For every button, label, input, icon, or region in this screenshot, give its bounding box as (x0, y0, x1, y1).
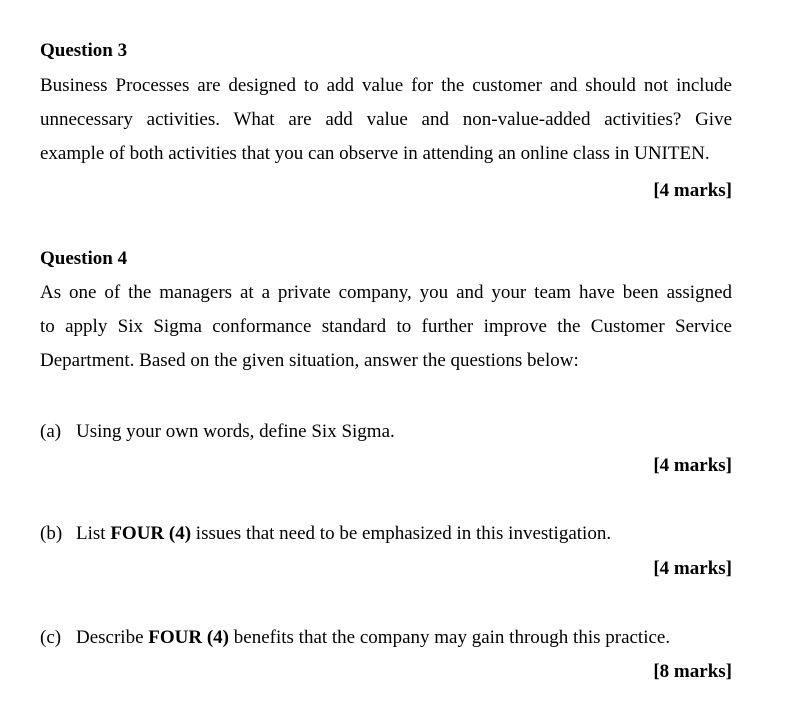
question-4-heading: Question 4 (40, 248, 128, 269)
question-4c-text-post: benefits that the company may gain through this practice. (229, 627, 671, 648)
question-4a-label: (a) (40, 421, 62, 442)
question-4-body (40, 276, 732, 378)
question-3-line-3: example of both activities that you can observe in attending an online class in UNITEN. (40, 143, 710, 164)
question-3-heading: Question 3 (40, 40, 128, 61)
question-3-marks: [4 marks] (653, 180, 732, 201)
question-4b (40, 523, 611, 545)
question-4a-text: Using your own words, define Six Sigma. (76, 421, 395, 442)
question-4-line-1: As one of the managers at a private company, you and your team have been assigned (40, 282, 732, 303)
question-4b-text-post: issues that need to be emphasized in this investigation. (191, 523, 612, 544)
question-4a (40, 421, 395, 443)
question-4b-count: FOUR (4) (110, 523, 192, 544)
question-4a-marks: [4 marks] (653, 455, 732, 476)
question-4c-count: FOUR (4) (148, 627, 230, 648)
question-3-line-2: unnecessary activities. What are add value and non-value-added activities? Give (40, 109, 732, 130)
question-4c-marks: [8 marks] (653, 661, 732, 682)
question-4b-marks: [4 marks] (653, 558, 732, 579)
question-4c-text-pre: Describe (76, 627, 149, 648)
question-4c (40, 627, 670, 649)
question-4c-label: (c) (40, 627, 62, 648)
question-4-line-2: to apply Six Sigma conformance standard to further improve the Customer Service (40, 316, 732, 337)
question-4b-label: (b) (40, 523, 63, 544)
question-4-line-3: Department. Based on the given situation, answer the questions below: (40, 350, 579, 371)
question-3-line-1: Business Processes are designed to add value for the customer and should not include (40, 75, 732, 96)
question-3-body (40, 69, 732, 171)
question-4b-text-pre: List (76, 523, 111, 544)
